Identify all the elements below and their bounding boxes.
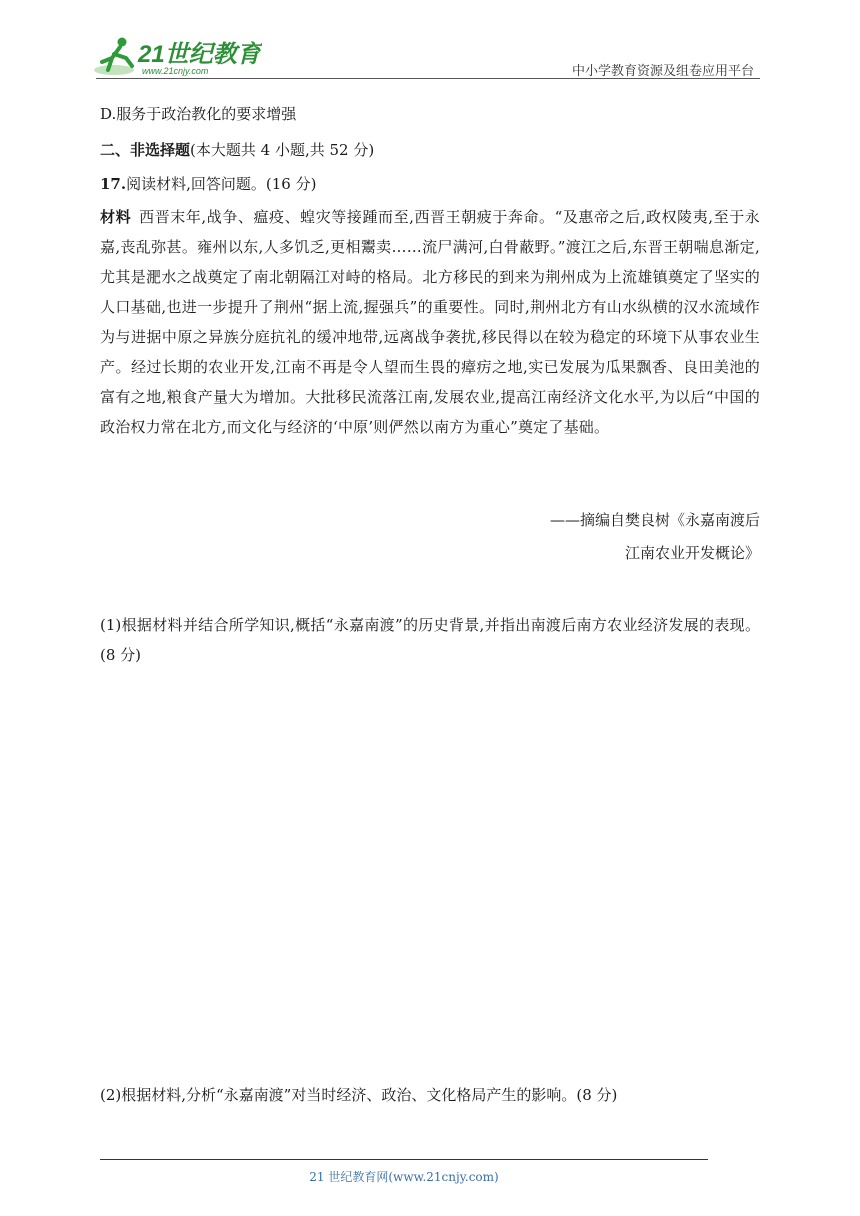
question-17-heading: [100, 174, 316, 194]
question-prompt: 阅读材料,回答问题。(16 分): [126, 175, 317, 193]
logo-url: www.21cnjy.com: [142, 66, 209, 76]
section-heading: [100, 140, 374, 160]
sub-question-2: (2)根据材料,分析“永嘉南渡”对当时经济、政治、文化格局产生的影响。(8 分): [100, 1086, 618, 1104]
option-d: D.服务于政治教化的要求增强: [100, 105, 297, 123]
footer-divider: [100, 1159, 708, 1160]
sub-question-1: (1)根据材料并结合所学知识,概括“永嘉南渡”的历史背景,并指出南渡后南方农业经济发展的表现。(8 分): [100, 616, 760, 664]
header-divider: [96, 78, 760, 79]
section-title: 二、非选择题: [100, 141, 191, 159]
logo-text: 21世纪教育: [138, 41, 261, 68]
section-note: (本大题共 4 小题,共 52 分): [190, 141, 375, 159]
runner-logo-icon: [92, 34, 262, 78]
question-number: 17.: [100, 175, 127, 193]
source-line-2: 江南农业开发概论》: [624, 544, 760, 562]
material-label: 材料: [100, 208, 132, 226]
material-paragraph: [100, 202, 760, 442]
platform-name: 中小学教育资源及组卷应用平台: [571, 64, 754, 79]
footer-text: 21 世纪教育网(www.21cnjy.com): [309, 1170, 499, 1184]
site-logo: [92, 34, 262, 78]
source-line-1: ——摘编自樊良树《永嘉南渡后: [549, 511, 760, 529]
material-text: 西晋末年,战争、瘟疫、蝗灾等接踵而至,西晋王朝疲于奔命。“及惠帝之后,政权陵夷,至于永嘉,丧乱弥甚。雍州以东,人多饥乏,更相鬻卖……流尸满河,白骨蔽野。”渡江之后,东晋王朝喘息渐定,尤其是淝水之战奠定了南北朝隔江对峙的格局。北方移民的到来为荆州成为上流雄镇奠定了坚实的人口基础,也进一步提升了荆州“据上流,握强兵”的重要性。同时,荆州北方有山水纵横的汉水流域作为与进据中原之异族分庭抗礼的缓冲地带,远离战争袭扰,移民得以在较为稳定的环境下从事农业生产。经过长期的农业开发,江南不再是令人望而生畏的瘴疠之地,实已发展为瓜果飘香、良田美池的富有之地,粮食产量大为增加。大批移民流落江南,发展农业,提高江南经济文化水平,为以后“中国的政治权力常在北方,而文化与经济的‘中原’则俨然以南方为重心”奠定了基础。: [100, 208, 760, 436]
